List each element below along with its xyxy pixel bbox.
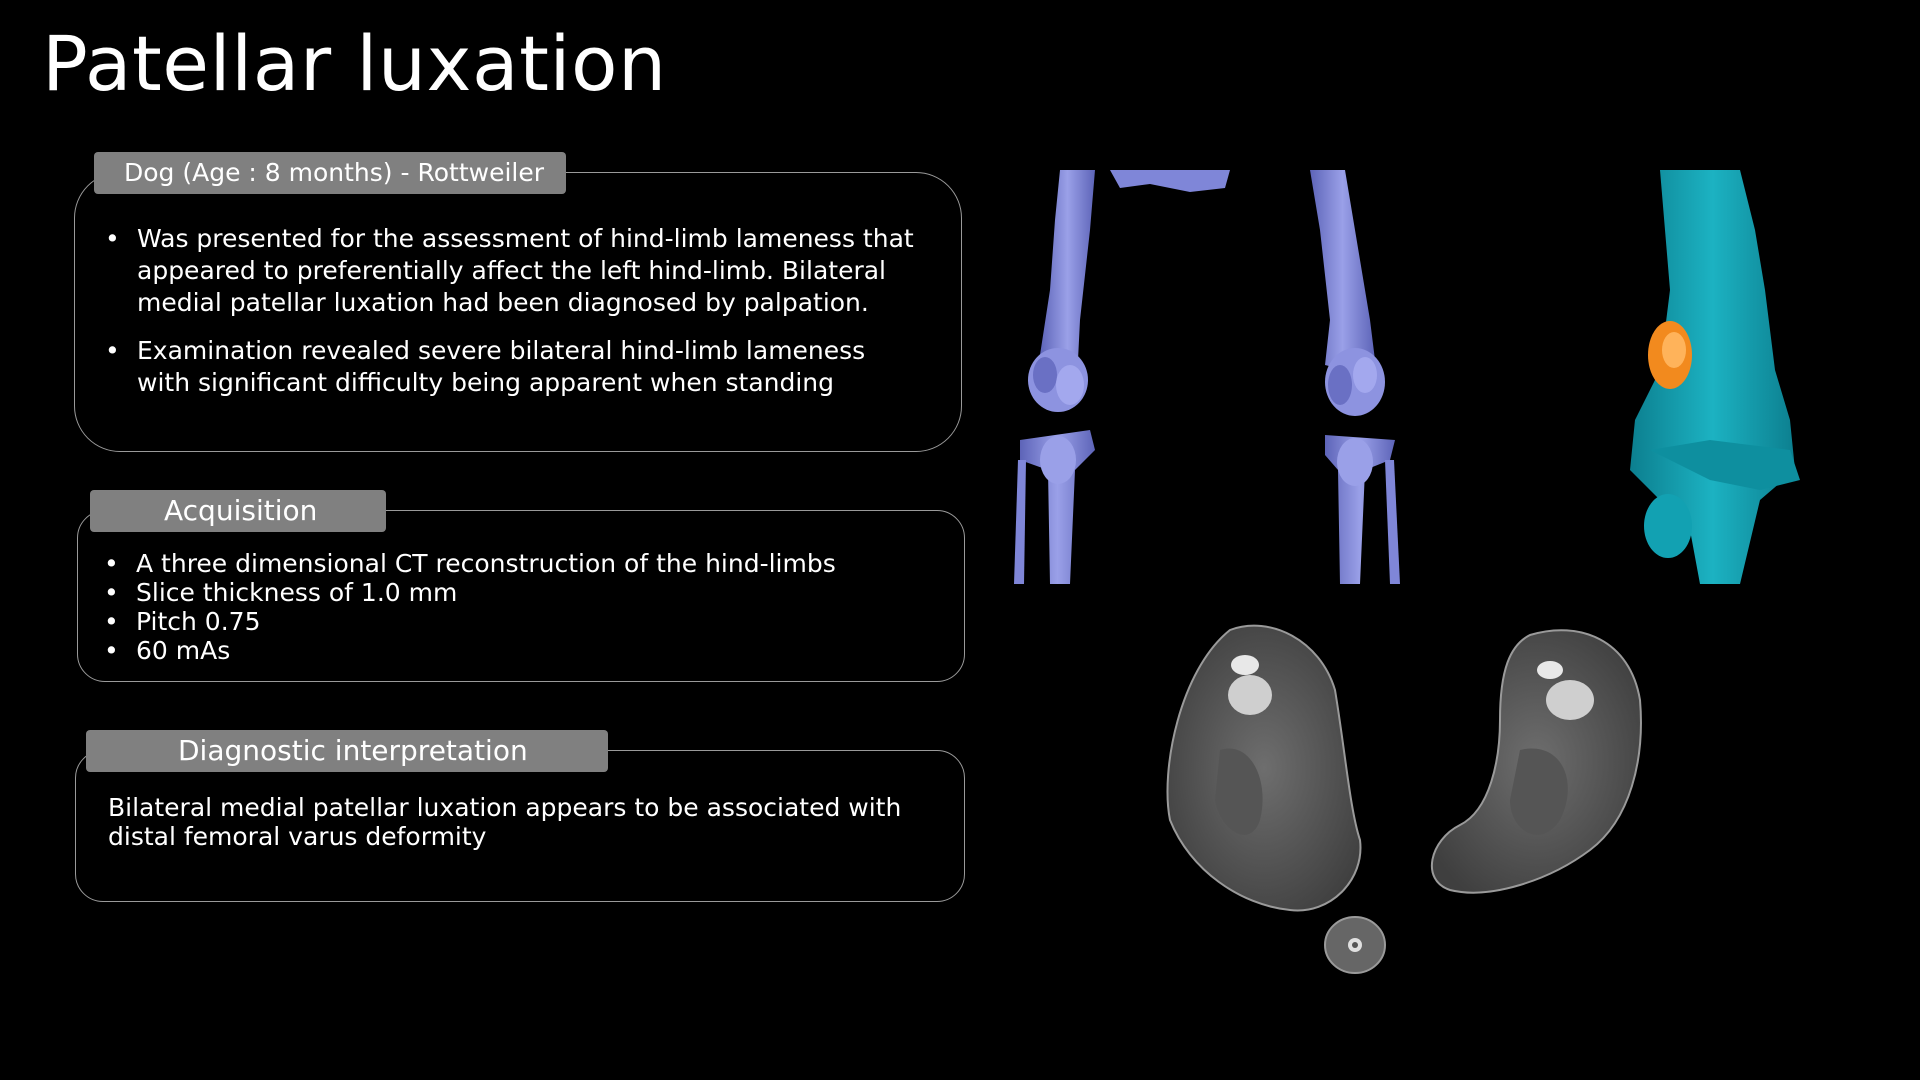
acquisition-panel — [77, 510, 965, 682]
list-item: • Slice thickness of 1.0 mm — [100, 578, 940, 607]
acquisition-panel-header: Acquisition — [90, 490, 386, 532]
list-item: • 60 mAs — [100, 636, 940, 665]
list-item: • Was presented for the assessment of hind-limb lameness that appeared to preferentially affect the left hind-limb. Bilateral medial patellar luxation had been diagnosed by palpation. — [101, 223, 931, 319]
ct-3d-lateral-image — [1590, 170, 1820, 584]
interpretation-text: Bilateral medial patellar luxation appears to be associated with distal femoral varus deformity — [108, 793, 902, 851]
ct-3d-frontal-image — [1000, 170, 1420, 584]
interpretation-panel-header: Diagnostic interpretation — [86, 730, 608, 772]
list-item: • Examination revealed severe bilateral hind-limb lameness with significant difficulty being apparent when standing — [101, 335, 867, 399]
list-item: • A three dimensional CT reconstruction of the hind-limbs — [100, 549, 940, 578]
slide-title: Patellar luxation — [42, 19, 667, 108]
interpretation-panel — [75, 750, 965, 902]
list-item: • Pitch 0.75 — [100, 607, 940, 636]
acquisition-list — [100, 549, 940, 665]
ct-axial-slice-image — [1160, 610, 1690, 980]
patient-history-list — [101, 223, 931, 415]
patient-history-panel — [74, 172, 962, 452]
patient-panel-header: Dog (Age : 8 months) - Rottweiler — [94, 152, 566, 194]
